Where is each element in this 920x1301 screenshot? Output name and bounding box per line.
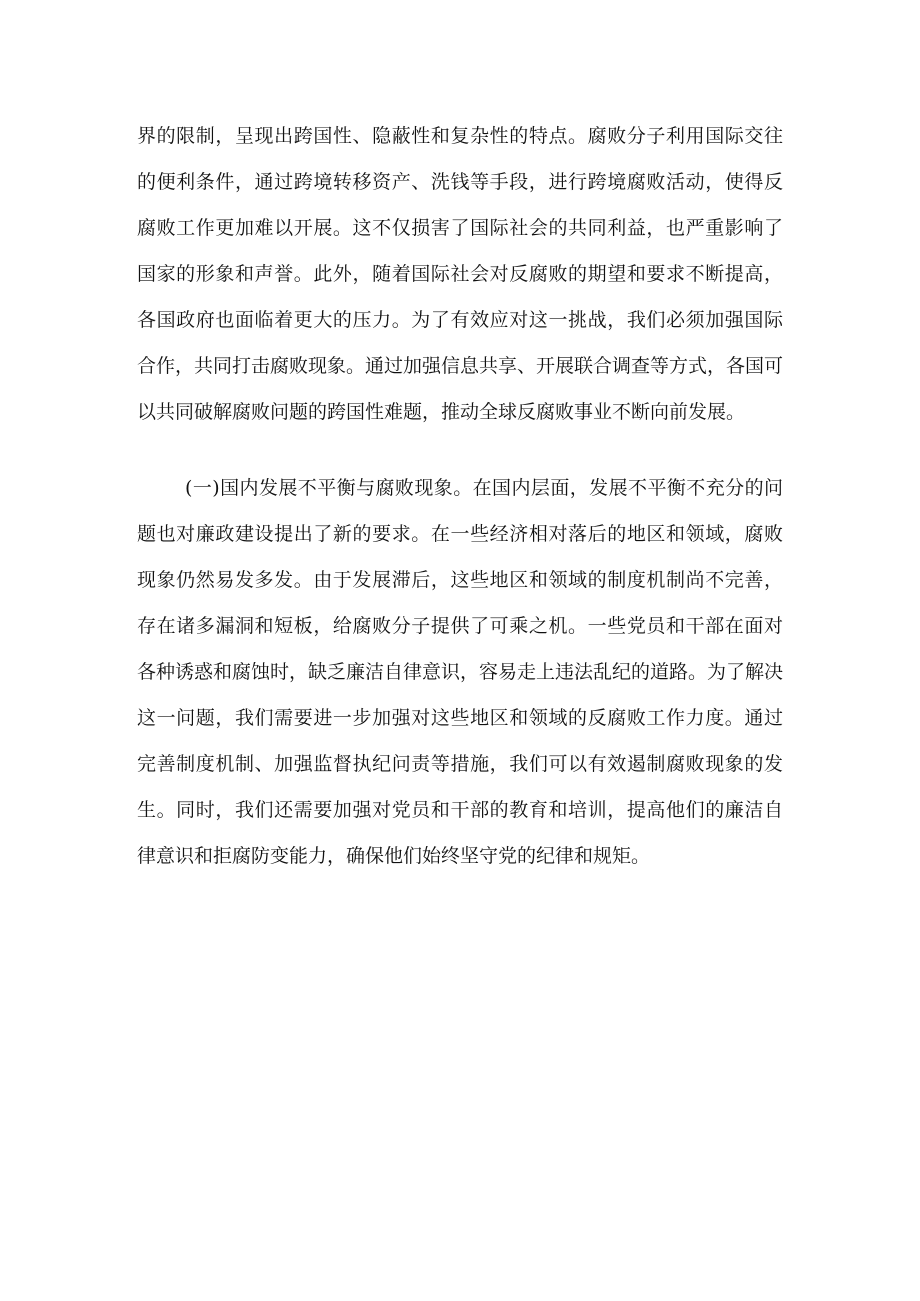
paragraph-line: 存在诸多漏洞和短板，给腐败分子提供了可乘之机。一些党员和干部在面对 — [137, 615, 783, 637]
paragraph-line: 各种诱惑和腐蚀时，缺乏廉洁自律意识，容易走上违法乱纪的道路。为了解决 — [137, 661, 783, 683]
paragraph-line: 题也对廉政建设提出了新的要求。在一些经济相对落后的地区和领域，腐败 — [137, 523, 783, 545]
paragraph-line: 合作，共同打击腐败现象。通过加强信息共享、开展联合调查等方式，各国可 — [137, 355, 783, 377]
paragraph-line: (一)国内发展不平衡与腐败现象。在国内层面，发展不平衡不充分的问 — [185, 477, 783, 499]
paragraph-line: 律意识和拒腐防变能力，确保他们始终坚守党的纪律和规矩。 — [137, 845, 651, 867]
paragraph-line: 这一问题，我们需要进一步加强对这些地区和领域的反腐败工作力度。通过 — [137, 707, 783, 729]
paragraph-line: 各国政府也面临着更大的压力。为了有效应对这一挑战，我们必须加强国际 — [137, 309, 783, 331]
paragraph-line: 国家的形象和声誉。此外，随着国际社会对反腐败的期望和要求不断提高， — [137, 263, 783, 285]
paragraph-line: 界的限制，呈现出跨国性、隐蔽性和复杂性的特点。腐败分子利用国际交往 — [137, 125, 783, 147]
paragraph-line: 以共同破解腐败问题的跨国性难题，推动全球反腐败事业不断向前发展。 — [137, 401, 746, 423]
paragraph-line: 腐败工作更加难以开展。这不仅损害了国际社会的共同利益，也严重影响了 — [137, 217, 783, 239]
paragraph-line: 完善制度机制、加强监督执纪问责等措施，我们可以有效遏制腐败现象的发 — [137, 753, 783, 775]
paragraph-line: 的便利条件，通过跨境转移资产、洗钱等手段，进行跨境腐败活动，使得反 — [137, 171, 783, 193]
paragraph-line: 现象仍然易发多发。由于发展滞后，这些地区和领域的制度机制尚不完善， — [137, 569, 783, 591]
paragraph-line: 生。同时，我们还需要加强对党员和干部的教育和培训，提高他们的廉洁自 — [137, 799, 783, 821]
